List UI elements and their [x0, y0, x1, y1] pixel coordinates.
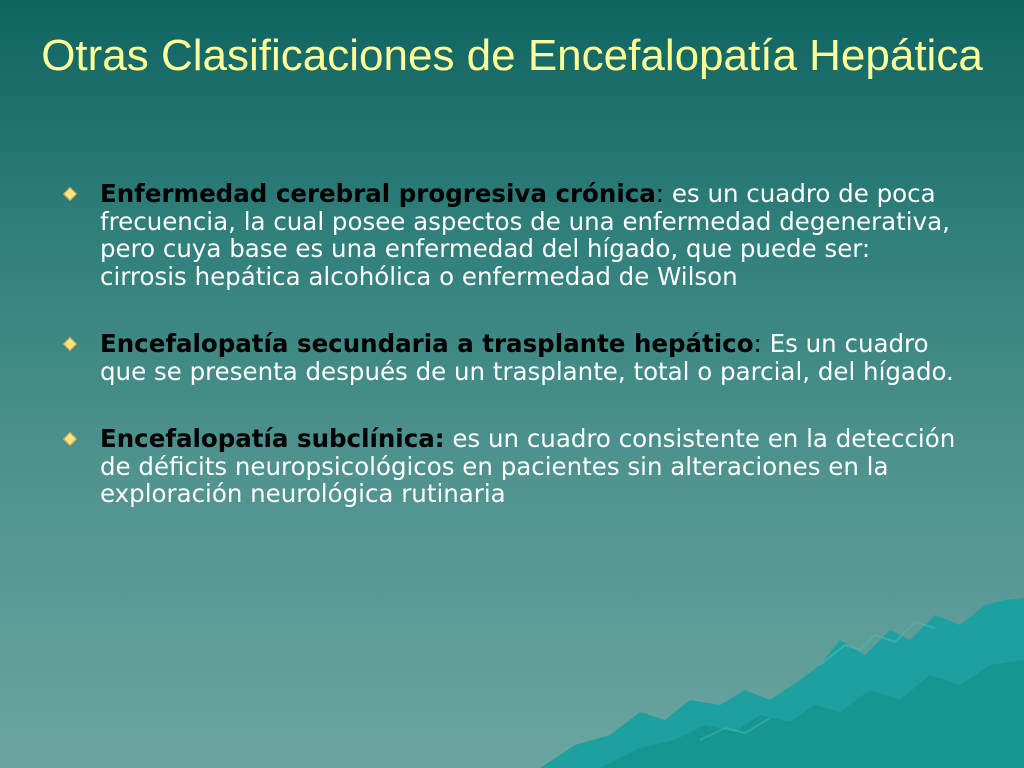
bullet-term: Encefalopatía subclínica:	[100, 424, 445, 453]
bullet-item-subclinical	[62, 425, 962, 508]
bullet-description: es un cuadro de poca frecuencia, la cual posee aspectos de una enfermedad degenerativa, pero cuya base es una enfermedad del hígado, que puede ser: cirrosis hepática alcohólica o enfermedad de Wilson	[100, 179, 950, 291]
diamond-bullet-icon	[63, 432, 77, 446]
bullet-separator: :	[753, 329, 762, 358]
bullet-list	[62, 180, 962, 548]
bullet-item-chronic-progressive	[62, 180, 962, 290]
bullet-term: Encefalopatía secundaria a trasplante hepático	[100, 329, 754, 358]
bullet-description: es un cuadro consistente en la detección de déficits neuropsicológicos en pacientes sin alteraciones en la exploración neurológica rutinaria	[100, 424, 956, 508]
slide-title: Otras Clasificaciones de Encefalopatía Hepática	[41, 31, 983, 80]
bullet-separator: :	[655, 179, 665, 208]
bullet-description: Es un cuadro que se presenta después de un trasplante, total o parcial, del hígado.	[100, 329, 954, 386]
diamond-bullet-icon	[63, 337, 77, 351]
bullet-term: Enfermedad cerebral progresiva crónica	[100, 179, 656, 208]
diamond-bullet-icon	[63, 187, 77, 201]
bullet-item-post-transplant	[62, 330, 962, 385]
